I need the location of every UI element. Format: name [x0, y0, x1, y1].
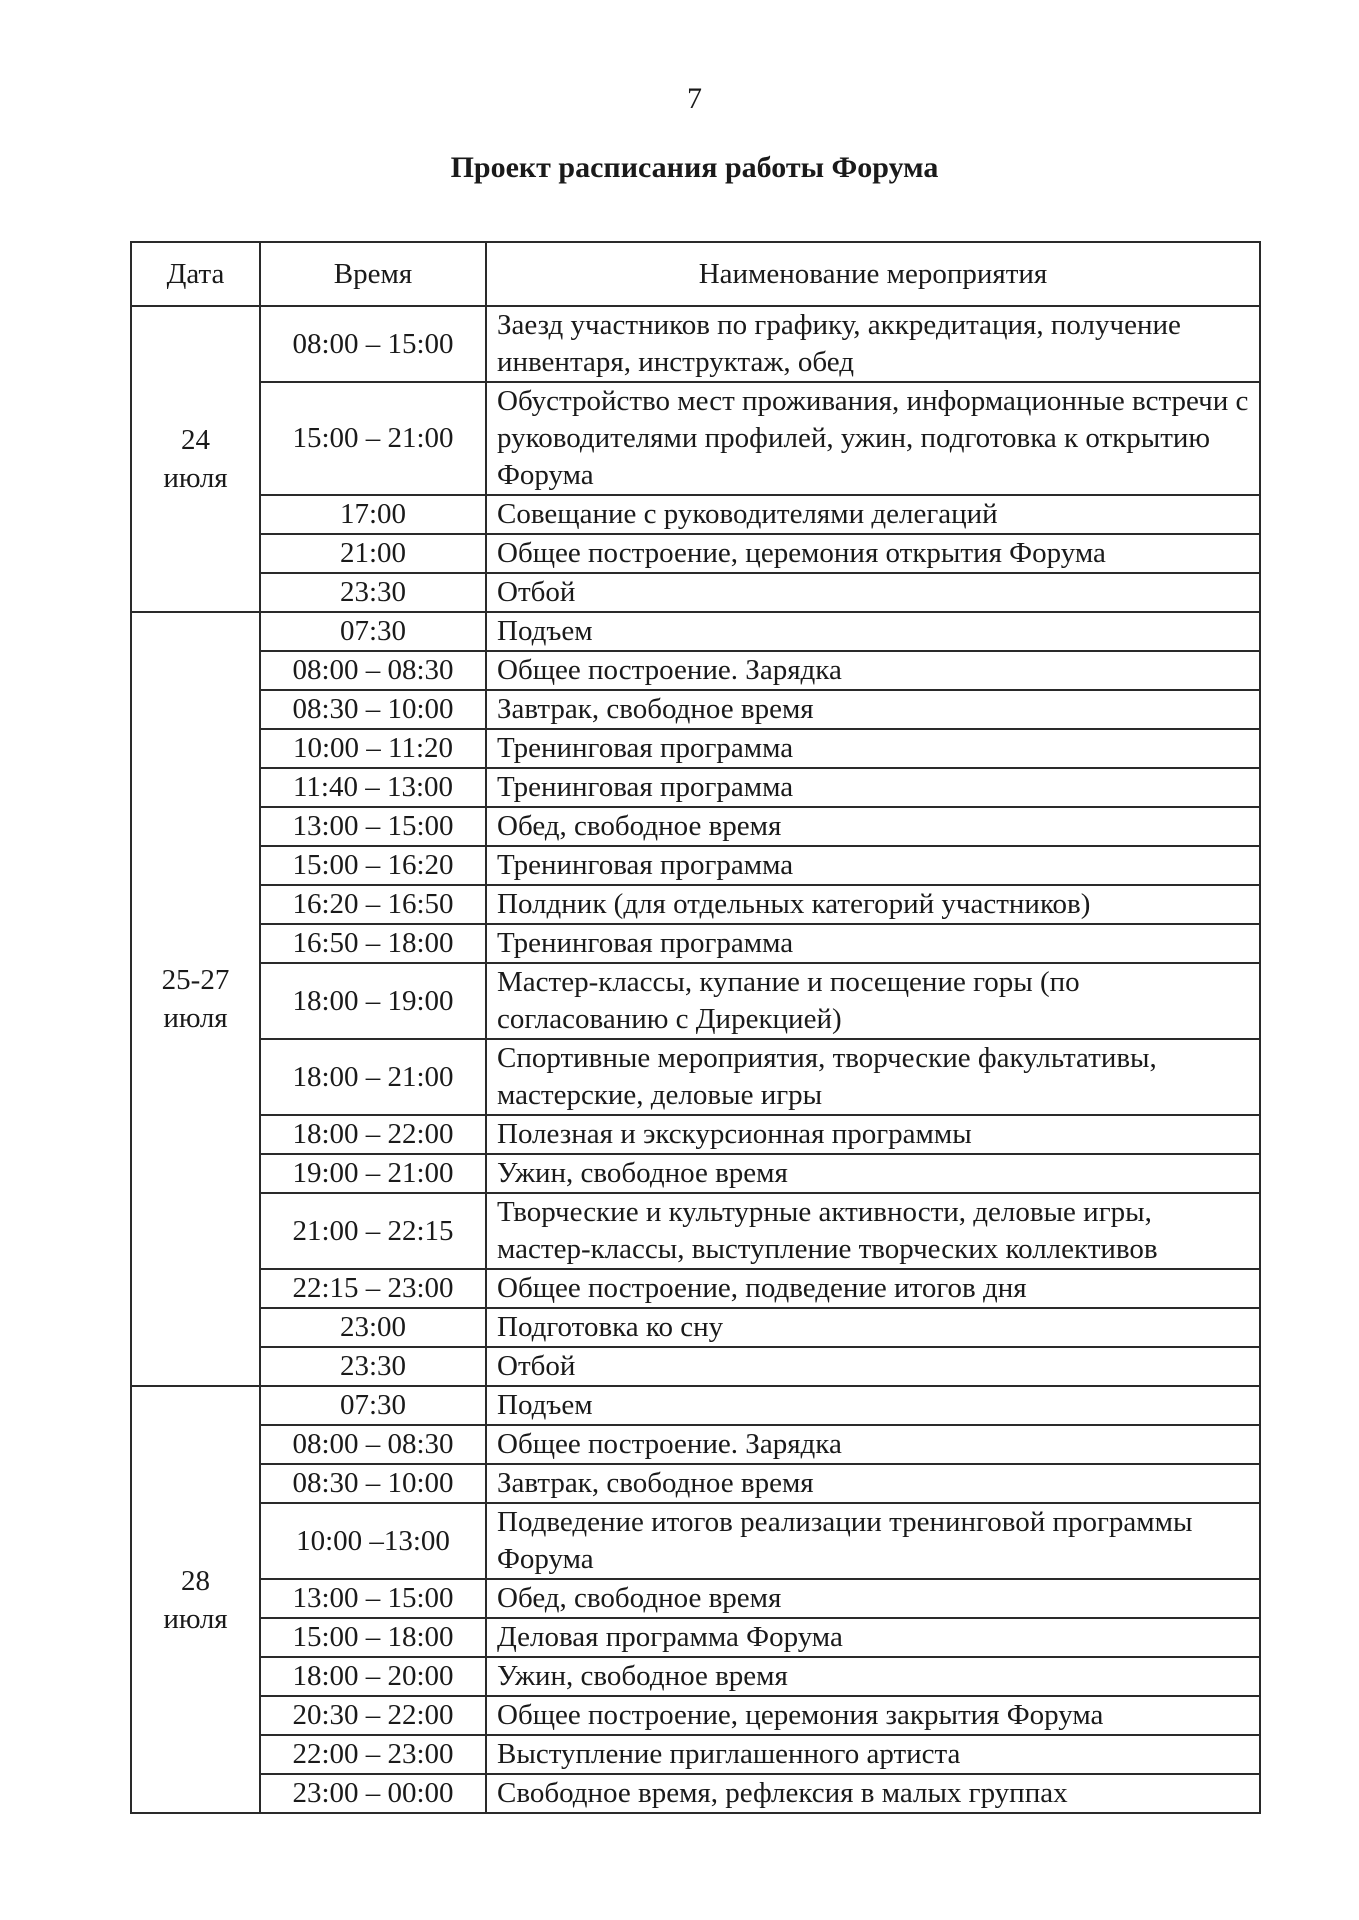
table-row	[131, 1269, 1260, 1308]
table-row	[131, 1618, 1260, 1657]
time-cell: 21:00	[260, 534, 486, 573]
header-time: Время	[260, 242, 486, 306]
event-cell: Подведение итогов реализации тренинговой программы Форума	[486, 1503, 1260, 1579]
event-cell: Заезд участников по графику, аккредитация, получение инвентаря, инструктаж, обед	[486, 306, 1260, 382]
table-row	[131, 1154, 1260, 1193]
table-row	[131, 963, 1260, 1039]
event-cell: Подъем	[486, 1386, 1260, 1425]
table-row	[131, 534, 1260, 573]
date-month: июля	[163, 1002, 228, 1034]
time-cell: 16:20 – 16:50	[260, 885, 486, 924]
time-cell: 22:15 – 23:00	[260, 1269, 486, 1308]
time-cell: 08:00 – 15:00	[260, 306, 486, 382]
table-row	[131, 1774, 1260, 1813]
time-cell: 08:30 – 10:00	[260, 1464, 486, 1503]
table-row	[131, 612, 1260, 651]
time-cell: 08:00 – 08:30	[260, 651, 486, 690]
table-row	[131, 306, 1260, 382]
event-cell: Завтрак, свободное время	[486, 1464, 1260, 1503]
time-cell: 23:30	[260, 1347, 486, 1386]
event-cell: Общее построение. Зарядка	[486, 1425, 1260, 1464]
table-row	[131, 1425, 1260, 1464]
event-cell: Обед, свободное время	[486, 807, 1260, 846]
event-cell: Общее построение, подведение итогов дня	[486, 1269, 1260, 1308]
date-month: июля	[163, 462, 228, 494]
time-cell: 07:30	[260, 612, 486, 651]
time-cell: 18:00 – 19:00	[260, 963, 486, 1039]
time-cell: 15:00 – 16:20	[260, 846, 486, 885]
time-cell: 15:00 – 21:00	[260, 382, 486, 495]
table-row	[131, 1464, 1260, 1503]
event-cell: Творческие и культурные активности, деловые игры, мастер-классы, выступление творческих коллективов	[486, 1193, 1260, 1269]
schedule-body	[131, 306, 1260, 1813]
event-cell: Мастер-классы, купание и посещение горы (по согласованию с Дирекцией)	[486, 963, 1260, 1039]
event-cell: Тренинговая программа	[486, 729, 1260, 768]
table-row	[131, 1735, 1260, 1774]
table-row	[131, 1347, 1260, 1386]
table-row	[131, 1503, 1260, 1579]
header-event: Наименование мероприятия	[486, 242, 1260, 306]
event-cell: Тренинговая программа	[486, 924, 1260, 963]
time-cell: 10:00 –13:00	[260, 1503, 486, 1579]
event-cell: Спортивные мероприятия, творческие факультативы, мастерские, деловые игры	[486, 1039, 1260, 1115]
event-cell: Отбой	[486, 1347, 1260, 1386]
date-cell	[131, 612, 260, 1386]
table-row	[131, 573, 1260, 612]
event-cell: Полдник (для отдельных категорий участников)	[486, 885, 1260, 924]
date-month: июля	[163, 1602, 228, 1635]
event-cell: Подготовка ко сну	[486, 1308, 1260, 1347]
event-cell: Обед, свободное время	[486, 1579, 1260, 1618]
table-row	[131, 1193, 1260, 1269]
time-cell: 08:30 – 10:00	[260, 690, 486, 729]
table-row	[131, 1308, 1260, 1347]
date-day: 28	[181, 1564, 210, 1597]
time-cell: 20:30 – 22:00	[260, 1696, 486, 1735]
event-cell: Деловая программа Форума	[486, 1618, 1260, 1657]
event-cell: Ужин, свободное время	[486, 1657, 1260, 1696]
schedule-table	[130, 241, 1261, 1814]
table-row	[131, 495, 1260, 534]
time-cell: 13:00 – 15:00	[260, 1579, 486, 1618]
date-day: 25-27	[161, 964, 230, 996]
document-title: Проект расписания работы Форума	[450, 151, 939, 184]
table-row	[131, 382, 1260, 495]
event-cell: Общее построение, церемония открытия Форума	[486, 534, 1260, 573]
time-cell: 10:00 – 11:20	[260, 729, 486, 768]
time-cell: 23:00 – 00:00	[260, 1774, 486, 1813]
table-row	[131, 846, 1260, 885]
table-row	[131, 885, 1260, 924]
table-row	[131, 1579, 1260, 1618]
event-cell: Тренинговая программа	[486, 846, 1260, 885]
table-row	[131, 1657, 1260, 1696]
table-row	[131, 690, 1260, 729]
table-row	[131, 651, 1260, 690]
table-row	[131, 1039, 1260, 1115]
event-cell: Свободное время, рефлексия в малых группах	[486, 1774, 1260, 1813]
table-row	[131, 729, 1260, 768]
table-row	[131, 1386, 1260, 1425]
time-cell: 17:00	[260, 495, 486, 534]
page-number: 7	[687, 82, 702, 115]
time-cell: 18:00 – 21:00	[260, 1039, 486, 1115]
time-cell: 18:00 – 22:00	[260, 1115, 486, 1154]
time-cell: 07:30	[260, 1386, 486, 1425]
date-day: 24	[181, 424, 210, 456]
event-cell: Общее построение, церемония закрытия Форума	[486, 1696, 1260, 1735]
event-cell: Подъем	[486, 612, 1260, 651]
event-cell: Обустройство мест проживания, информационные встречи с руководителями профилей, ужин, подготовка к открытию Форума	[486, 382, 1260, 495]
table-row	[131, 768, 1260, 807]
time-cell: 11:40 – 13:00	[260, 768, 486, 807]
table-row	[131, 1696, 1260, 1735]
event-cell: Завтрак, свободное время	[486, 690, 1260, 729]
time-cell: 08:00 – 08:30	[260, 1425, 486, 1464]
event-cell: Полезная и экскурсионная программы	[486, 1115, 1260, 1154]
time-cell: 22:00 – 23:00	[260, 1735, 486, 1774]
event-cell: Тренинговая программа	[486, 768, 1260, 807]
event-cell: Выступление приглашенного артиста	[486, 1735, 1260, 1774]
table-row	[131, 807, 1260, 846]
table-header-row	[131, 242, 1260, 306]
table-row	[131, 1115, 1260, 1154]
date-cell	[131, 1386, 260, 1813]
time-cell: 21:00 – 22:15	[260, 1193, 486, 1269]
header-date: Дата	[131, 242, 260, 306]
table-row	[131, 924, 1260, 963]
time-cell: 19:00 – 21:00	[260, 1154, 486, 1193]
event-cell: Общее построение. Зарядка	[486, 651, 1260, 690]
event-cell: Ужин, свободное время	[486, 1154, 1260, 1193]
date-cell	[131, 306, 260, 612]
event-cell: Отбой	[486, 573, 1260, 612]
time-cell: 23:00	[260, 1308, 486, 1347]
event-cell: Совещание с руководителями делегаций	[486, 495, 1260, 534]
time-cell: 16:50 – 18:00	[260, 924, 486, 963]
time-cell: 23:30	[260, 573, 486, 612]
time-cell: 15:00 – 18:00	[260, 1618, 486, 1657]
time-cell: 18:00 – 20:00	[260, 1657, 486, 1696]
time-cell: 13:00 – 15:00	[260, 807, 486, 846]
